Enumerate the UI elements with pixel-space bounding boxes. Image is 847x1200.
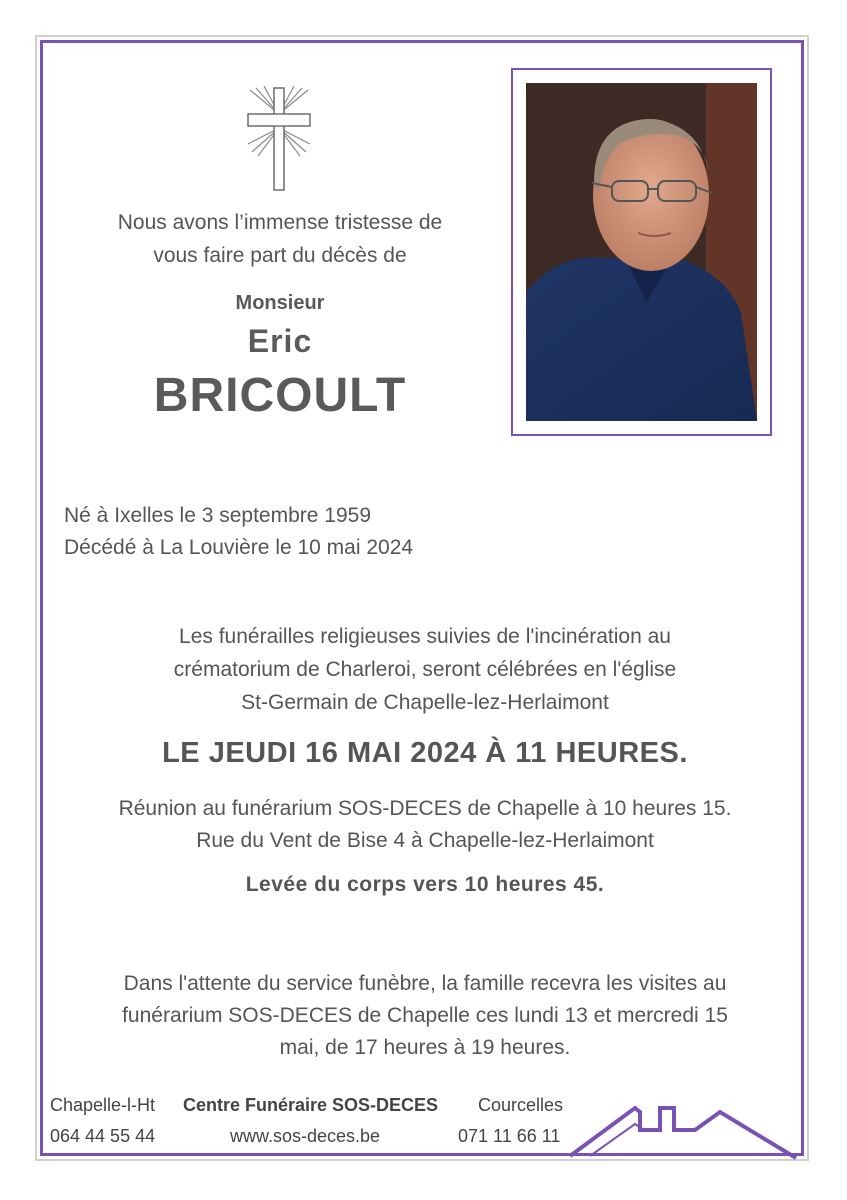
deceased-title: Monsieur xyxy=(235,292,325,314)
meeting-line-1: Réunion au funérarium SOS-DECES de Chapelle à 10 heures 15. xyxy=(118,797,732,820)
funeral-line-1: Les funérailles religieuses suivies de l'incinération au xyxy=(179,625,671,648)
intro-line-2: vous faire part du décès de xyxy=(153,244,407,267)
footer-center-name: Centre Funéraire SOS-DECES xyxy=(183,1095,439,1115)
intro-line-1: Nous avons l’immense tristesse de xyxy=(117,211,443,234)
footer-left-place: Chapelle-l-Ht xyxy=(50,1095,156,1115)
church-outline-icon xyxy=(560,1100,810,1160)
funeral-date: LE JEUDI 16 MAI 2024 À 11 HEURES. xyxy=(162,737,688,769)
funeral-line-3: St-Germain de Chapelle-lez-Herlaimont xyxy=(241,691,609,714)
portrait-frame xyxy=(511,68,772,436)
levee-du-corps: Levée du corps vers 10 heures 45. xyxy=(245,873,605,896)
footer-left-phone: 064 44 55 44 xyxy=(50,1126,156,1146)
deceased-first-name: Eric xyxy=(247,323,313,359)
birth-info: Né à Ixelles le 3 septembre 1959 xyxy=(64,504,372,527)
visits-line-1: Dans l'attente du service funèbre, la famille recevra les visites au xyxy=(123,972,727,995)
portrait-photo xyxy=(526,83,757,421)
visits-line-2: funérarium SOS-DECES de Chapelle ces lundi 13 et mercredi 15 xyxy=(122,1004,728,1027)
visits-line-3: mai, de 17 heures à 19 heures. xyxy=(279,1036,571,1059)
footer-right-place: Courcelles xyxy=(478,1095,564,1115)
meeting-line-2: Rue du Vent de Bise 4 à Chapelle-lez-Herlaimont xyxy=(196,829,654,852)
radiant-cross-icon xyxy=(244,86,314,192)
funeral-line-2: crématorium de Charleroi, seront célébrées en l'église xyxy=(173,658,677,681)
death-info: Décédé à La Louvière le 10 mai 2024 xyxy=(64,536,414,559)
footer-right-phone: 071 11 66 11 xyxy=(458,1126,561,1146)
deceased-last-name: BRICOULT xyxy=(153,369,407,422)
footer-website-link[interactable]: www.sos-deces.be xyxy=(230,1126,381,1146)
